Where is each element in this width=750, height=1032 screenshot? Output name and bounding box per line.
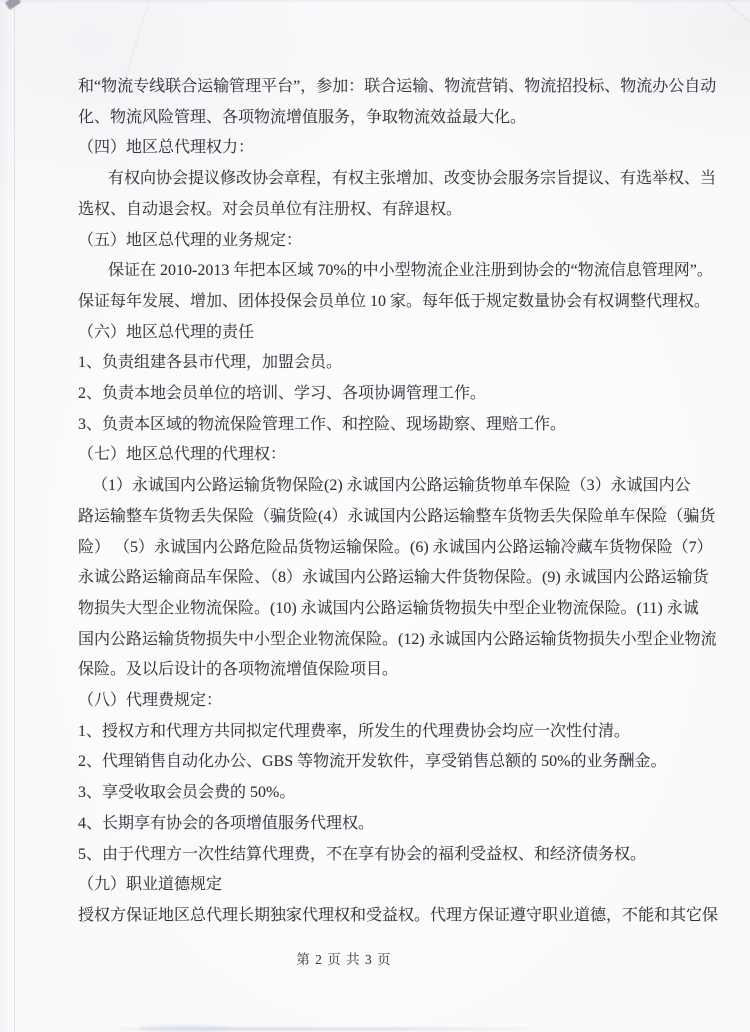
text-line: 国内公路运输货物损失中小型企业物流保险。(12) 永诚国内公路运输货物损失小型企业物流 <box>78 630 717 648</box>
text-line: （七）地区总代理的代理权： <box>78 446 287 464</box>
text-line: 保证在 2010-2013 年把本区域 70%的中小型物流企业注册到协会的“物流信息管理网”。 <box>108 262 713 280</box>
text-line: 3、负责本区域的物流保险管理工作、和控险、现场勘察、理赔工作。 <box>78 415 567 433</box>
text-line: （六）地区总代理的责任 <box>78 323 255 341</box>
text-line: 1、负责组建各县市代理，加盟会员。 <box>78 354 343 372</box>
text-line: 保险。及以后设计的各项物流增值保险项目。 <box>78 661 399 679</box>
text-line: 授权方保证地区总代理长期独家代理权和受益权。代理方保证遵守职业道德，不能和其它保 <box>78 906 719 924</box>
text-line: （八）代理费规定： <box>78 692 223 710</box>
text-line: （四）地区总代理权力： <box>78 139 255 157</box>
text-line: 险） （5）永诚国内公路危险品货物运输保险。(6) 永诚国内公路运输冷藏车货物保险（7） <box>78 538 713 556</box>
scan-bottom-left-smudge <box>138 1025 233 1032</box>
text-line: 2、负责本地会员单位的培训、学习、各项协调管理工作。 <box>78 385 487 403</box>
scan-crease-top-right <box>716 0 750 51</box>
text-line: 化、物流风险管理、各项物流增值服务，争取物流效益最大化。 <box>78 108 527 126</box>
text-line: 5、由于代理方一次性结算代理费，不在享有协会的福利受益权、和经济债务权。 <box>78 845 647 863</box>
text-line: 保证每年发展、增加、团体投保会员单位 10 家。每年低于规定数量协会有权调整代理权。 <box>78 292 711 310</box>
page-number-footer: 第 2 页 共 3 页 <box>296 952 392 967</box>
text-line: 永诚公路运输商品车保险、（8）永诚国内公路运输大件货物保险。(9) 永诚国内公路运输货 <box>78 569 709 587</box>
text-line: （1）永诚国内公路运输货物保险(2) 永诚国内公路运输货物单车保险（3）永诚国内公 <box>92 477 691 495</box>
scan-edge-left-shadow <box>0 0 15 1032</box>
text-line: 1、授权方和代理方共同拟定代理费率，所发生的代理费协会均应一次性付清。 <box>78 722 631 740</box>
text-line: 2、代理销售自动化办公、GBS 等物流开发软件，享受销售总额的 50%的业务酬金。 <box>78 753 667 771</box>
document-body <box>78 72 719 932</box>
text-line: 和“物流专线联合运输管理平台”，参加：联合运输、物流营销、物流招投标、物流办公自动 <box>78 78 717 95</box>
text-line: 4、长期享有协会的各项增值服务代理权。 <box>78 814 375 832</box>
text-line: 选权、自动退会权。对会员单位有注册权、有辞退权。 <box>78 200 463 218</box>
text-line: 物损失大型企业物流保险。(10) 永诚国内公路运输货物损失中型企业物流保险。(11) 永诚 <box>78 599 699 617</box>
text-line: （九）职业道德规定 <box>78 876 223 894</box>
text-line: 有权向协会提议修改协会章程，有权主张增加、改变协会服务宗旨提议、有选举权、当 <box>108 170 717 188</box>
text-line: 路运输整车货物丢失保险（骗货险(4）永诚国内公路运输整车货物丢失保险单车保险（骗货 <box>78 507 716 525</box>
scan-edge-top-shadow <box>0 0 750 3</box>
text-line: 3、享受收取会员会费的 50%。 <box>78 784 296 802</box>
text-line: （五）地区总代理的业务规定： <box>78 231 303 249</box>
